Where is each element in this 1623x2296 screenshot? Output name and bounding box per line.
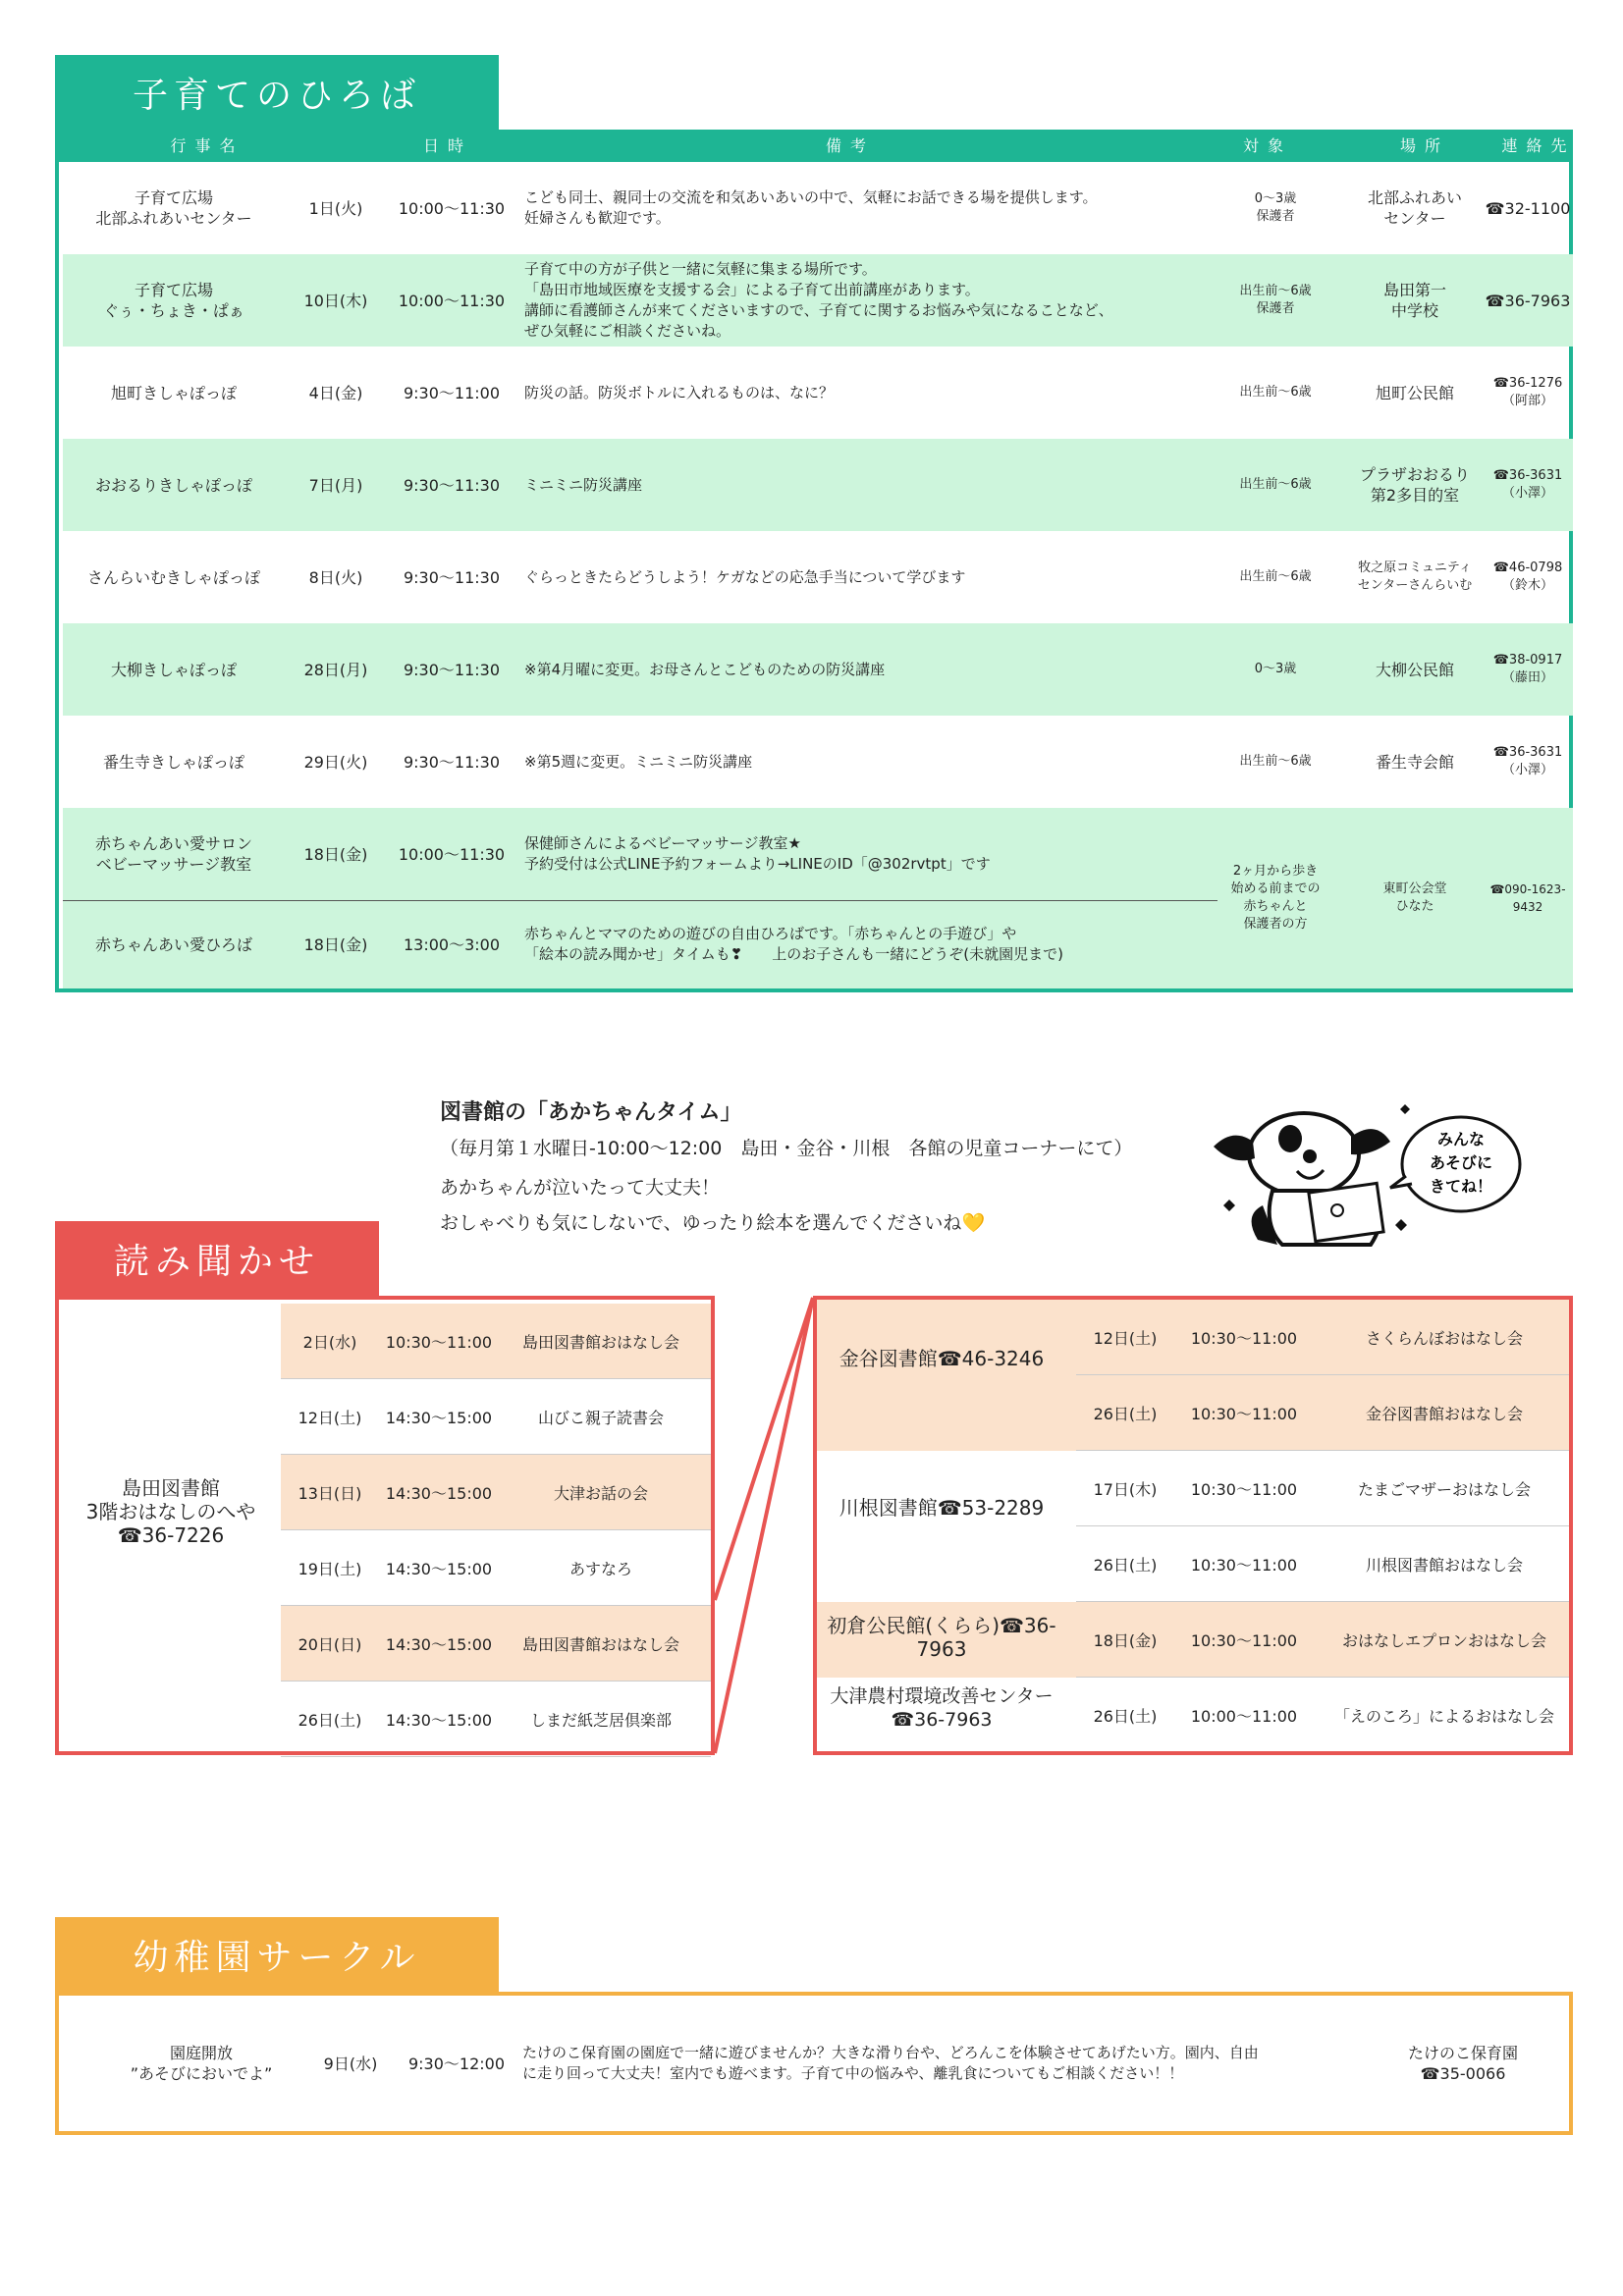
reading-row bbox=[1076, 1451, 1569, 1526]
event-place: プラザおおるり 第2多目的室 bbox=[1359, 465, 1470, 505]
header-contact: 連絡先 bbox=[1501, 136, 1576, 155]
reading-time: 14:30～15:00 bbox=[385, 1483, 493, 1503]
event-note: ぐらっときたらどうしよう！ケガなどの応急手当について学びます bbox=[524, 567, 966, 586]
reading-event: あすなろ bbox=[568, 1559, 632, 1578]
event-row bbox=[63, 439, 1573, 531]
event-time: 13:00～3:00 bbox=[403, 934, 501, 954]
event-date: 10日(木) bbox=[303, 291, 368, 310]
reading-row bbox=[281, 1530, 711, 1606]
event-time: 10:00～11:30 bbox=[398, 291, 506, 310]
event-contact: ☎36-1276 （阿部） bbox=[1492, 376, 1563, 408]
reading-time: 14:30～15:00 bbox=[385, 1710, 493, 1730]
event-place: 大柳公民館 bbox=[1375, 660, 1454, 679]
event-contact: ☎32-1100 bbox=[1485, 198, 1571, 218]
event-date: 18日(金) bbox=[303, 844, 368, 864]
shimada-library-name: 島田図書館 3階おはなしのへや ☎36-7226 bbox=[85, 1476, 256, 1547]
event-note: ミニミニ防災講座 bbox=[524, 475, 643, 494]
event-date: 18日(金) bbox=[303, 934, 368, 954]
library-title: 図書館の「あかちゃんタイム」 bbox=[440, 1100, 742, 1125]
event-target: 出生前～6歳 bbox=[1239, 477, 1312, 492]
library-line-3: おしゃべりも気にしないで、ゆったり絵本を選んでくださいね💛 bbox=[440, 1212, 986, 1234]
event-name: 番生寺きしゃぽっぽ bbox=[102, 752, 244, 772]
reading-row bbox=[281, 1682, 711, 1757]
reading-time: 10:30～11:00 bbox=[1190, 1328, 1298, 1348]
other-libraries-table bbox=[813, 1296, 1573, 1755]
dog-reading-illustration bbox=[1204, 1097, 1528, 1255]
header-place: 場所 bbox=[1399, 136, 1449, 155]
header-notes: 備考 bbox=[825, 136, 875, 155]
reading-date: 26日(土) bbox=[1093, 1707, 1158, 1726]
reading-date: 12日(土) bbox=[1093, 1328, 1158, 1348]
event-contact: ☎36-3631 （小澤） bbox=[1492, 468, 1563, 501]
event-time: 10:00～11:30 bbox=[398, 844, 506, 864]
reading-row bbox=[1076, 1678, 1569, 1753]
garden-event-date: 9日(水) bbox=[323, 2054, 378, 2073]
event-date: 4日(金) bbox=[308, 383, 363, 402]
header-target: 対象 bbox=[1242, 136, 1292, 155]
reading-event: 川根図書館おはなし会 bbox=[1365, 1555, 1523, 1575]
reading-row bbox=[1076, 1300, 1569, 1375]
reading-time: 10:30～11:00 bbox=[1190, 1630, 1298, 1650]
event-target: 0～3歳 bbox=[1254, 662, 1297, 676]
event-name: 旭町きしゃぽっぽ bbox=[110, 383, 237, 402]
reading-date: 20日(日) bbox=[298, 1634, 362, 1654]
event-note: ※第5週に変更。ミニミニ防災講座 bbox=[524, 752, 753, 771]
event-time: 9:30～11:30 bbox=[403, 567, 501, 587]
shared-place: 東町公会堂 ひなた bbox=[1382, 881, 1447, 914]
reading-date: 12日(土) bbox=[298, 1408, 362, 1427]
reading-event: たまごマザーおはなし会 bbox=[1357, 1479, 1531, 1499]
reading-time: 10:30～11:00 bbox=[1190, 1479, 1298, 1499]
event-place: 番生寺会館 bbox=[1375, 752, 1454, 772]
event-row bbox=[63, 254, 1573, 347]
garden-event-note: たけのこ保育園の園庭で一緒に遊びませんか？大きな滑り台や、どろんこを体験させてあげたい方。園内、自由 に走り回って大丈夫！室内でも遊べます。子育て中の悩みや、離乳食についてもご相談ください！！ bbox=[522, 2044, 1259, 2082]
reading-event: 山びこ親子読書会 bbox=[537, 1408, 664, 1427]
event-date: 1日(火) bbox=[308, 198, 363, 218]
header-datetime: 日時 bbox=[422, 136, 472, 155]
event-note: 保健師さんによるベビーマッサージ教室★ 予約受付は公式LINE予約フォームより→LINEのID「@302rvtpt」です bbox=[524, 834, 991, 873]
event-contact: ☎38-0917 （藤田） bbox=[1492, 653, 1563, 685]
reading-date: 18日(金) bbox=[1093, 1630, 1158, 1650]
reading-date: 26日(土) bbox=[1093, 1555, 1158, 1575]
event-note: ※第4月曜に変更。お母さんとこどものための防災講座 bbox=[524, 660, 886, 678]
reading-time: 14:30～15:00 bbox=[385, 1559, 493, 1578]
reading-event: 金谷図書館おはなし会 bbox=[1365, 1404, 1523, 1423]
event-target: 0～3歳 保護者 bbox=[1254, 191, 1297, 224]
section3-title: 幼稚園サークル bbox=[55, 1917, 499, 1992]
event-note: 防災の話。防災ボトルに入れるものは、なに？ bbox=[524, 383, 835, 401]
event-row bbox=[63, 716, 1573, 808]
reading-time: 14:30～15:00 bbox=[385, 1408, 493, 1427]
event-place: 北部ふれあい センター bbox=[1367, 188, 1462, 228]
shimada-library-table bbox=[55, 1296, 715, 1755]
bubble-text-2: あそびに bbox=[1429, 1153, 1493, 1172]
event-name: さんらいむきしゃぽっぽ bbox=[86, 567, 260, 587]
bubble-text-1: みんな bbox=[1436, 1130, 1486, 1148]
reading-row bbox=[281, 1606, 711, 1682]
event-name: 子育て広場 ぐぅ・ちょき・ぱぁ bbox=[103, 281, 244, 320]
event-target: 出生前～6歳 保護者 bbox=[1239, 284, 1312, 316]
event-name: おおるりきしゃぽっぽ bbox=[94, 475, 252, 495]
reading-time: 10:30～11:00 bbox=[1190, 1555, 1298, 1575]
reading-time: 10:30～11:00 bbox=[385, 1332, 493, 1352]
library-name: 川根図書館☎53-2289 bbox=[839, 1496, 1045, 1520]
event-time: 9:30～11:30 bbox=[403, 660, 501, 679]
reading-date: 26日(土) bbox=[298, 1710, 362, 1730]
section3-table bbox=[55, 1992, 1573, 2135]
event-place: 旭町公民館 bbox=[1375, 383, 1454, 402]
event-name: 子育て広場 北部ふれあいセンター bbox=[95, 188, 252, 228]
event-note: 子育て中の方が子供と一緒に気軽に集まる場所です。 「島田市地域医療を支援する会」による子育て出前講座があります。 講師に看護師さんが来てくださいますので、子育てに関するお悩みや気になることなど、 ぜひ気軽にご相談くださいね。 bbox=[524, 260, 1113, 340]
event-target: 出生前～6歳 bbox=[1239, 385, 1312, 400]
reading-event: 島田図書館おはなし会 bbox=[521, 1634, 679, 1654]
connector-lines bbox=[711, 1296, 819, 1757]
reading-event: しまだ紙芝居倶楽部 bbox=[529, 1710, 672, 1730]
reading-event: 大津お話の会 bbox=[553, 1483, 648, 1503]
event-note: 赤ちゃんとママのための遊びの自由ひろばです。「赤ちゃんとの手遊び」や 「絵本の読み聞かせ」タイムも❣ 上のお子さんも一緒にどうぞ(未就園児まで) bbox=[524, 925, 1063, 963]
event-date: 8日(火) bbox=[308, 567, 363, 587]
reading-date: 19日(土) bbox=[298, 1559, 362, 1578]
event-date: 29日(火) bbox=[303, 752, 368, 772]
library-schedule: （毎月第１水曜日-10:00～12:00 島田・金谷・川根 各館の児童コーナーにて） bbox=[440, 1138, 1133, 1159]
library-line-2: あかちゃんが泣いたって大丈夫！ bbox=[440, 1177, 721, 1199]
reading-event: さくらんぼおはなし会 bbox=[1365, 1328, 1523, 1348]
garden-event-name: 園庭開放 ”あそびにおいでよ” bbox=[130, 2044, 273, 2083]
reading-date: 13日(日) bbox=[298, 1483, 362, 1503]
event-contact: ☎36-3631 （小澤） bbox=[1492, 745, 1563, 777]
event-name: 大柳きしゃぽっぽ bbox=[110, 660, 237, 679]
reading-row bbox=[281, 1379, 711, 1455]
event-time: 9:30～11:00 bbox=[403, 383, 501, 402]
event-row bbox=[63, 531, 1573, 623]
heart-icon: 💛 bbox=[961, 1212, 986, 1234]
reading-date: 26日(土) bbox=[1093, 1404, 1158, 1423]
reading-time: 10:00～11:00 bbox=[1190, 1707, 1298, 1726]
reading-time: 10:30～11:00 bbox=[1190, 1404, 1298, 1423]
section1-header-row bbox=[55, 130, 1576, 162]
event-target: 出生前～6歳 bbox=[1239, 754, 1312, 769]
event-row bbox=[63, 623, 1573, 716]
reading-date: 17日(木) bbox=[1093, 1479, 1158, 1499]
garden-event-time: 9:30～12:00 bbox=[407, 2054, 506, 2073]
library-name: 初倉公民館(くらら)☎36-7963 bbox=[827, 1614, 1056, 1661]
event-time: 9:30～11:30 bbox=[403, 752, 501, 772]
event-date: 28日(月) bbox=[303, 660, 368, 679]
event-note: こども同士、親同士の交流を和気あいあいの中で、気軽にお話できる場を提供します。 妊婦さんも歓迎です。 bbox=[524, 188, 1098, 227]
reading-date: 2日(水) bbox=[302, 1332, 357, 1352]
event-name: 赤ちゃんあい愛サロン ベビーマッサージ教室 bbox=[94, 834, 252, 874]
event-contact: ☎36-7963 bbox=[1485, 291, 1571, 310]
reading-row bbox=[1076, 1375, 1569, 1451]
event-name: 赤ちゃんあい愛ひろば bbox=[94, 934, 252, 954]
reading-event: 島田図書館おはなし会 bbox=[521, 1332, 679, 1352]
garden-event-place: たけのこ保育園 ☎35-0066 bbox=[1407, 2044, 1518, 2083]
reading-row bbox=[281, 1304, 711, 1379]
reading-event: おはなしエプロンおはなし会 bbox=[1341, 1630, 1546, 1650]
row-divider bbox=[63, 900, 1217, 901]
event-time: 10:00～11:30 bbox=[398, 198, 506, 218]
reading-row bbox=[1076, 1526, 1569, 1602]
event-contact: ☎46-0798 （鈴木） bbox=[1492, 561, 1563, 593]
shared-target: 2ヶ月から歩き 始める前までの 赤ちゃんと 保護者の方 bbox=[1230, 864, 1321, 932]
reading-row bbox=[281, 1455, 711, 1530]
section1-table bbox=[55, 162, 1573, 992]
bubble-text-3: きてね！ bbox=[1429, 1177, 1493, 1196]
event-place: 島田第一 中学校 bbox=[1382, 281, 1446, 320]
section1-title: 子育てのひろば bbox=[55, 55, 499, 130]
event-date: 7日(月) bbox=[308, 475, 363, 495]
event-time: 9:30～11:30 bbox=[403, 475, 501, 495]
library-name: 金谷図書館☎46-3246 bbox=[839, 1347, 1045, 1370]
event-row bbox=[63, 347, 1573, 439]
reading-time: 14:30～15:00 bbox=[385, 1634, 493, 1654]
header-event: 行事名 bbox=[170, 136, 244, 155]
event-target: 出生前～6歳 bbox=[1239, 569, 1312, 584]
shared-contact: ☎090-1623-9432 bbox=[1489, 882, 1566, 914]
reading-row bbox=[1076, 1602, 1569, 1678]
event-place: 牧之原コミュニティ センターさんらいむ bbox=[1357, 561, 1473, 593]
event-row bbox=[63, 162, 1573, 254]
library-name: 大津農村環境改善センター☎36-7963 bbox=[830, 1685, 1054, 1731]
section2-title: 読み聞かせ bbox=[55, 1221, 379, 1296]
reading-event: 「えのころ」によるおはなし会 bbox=[1333, 1707, 1554, 1726]
